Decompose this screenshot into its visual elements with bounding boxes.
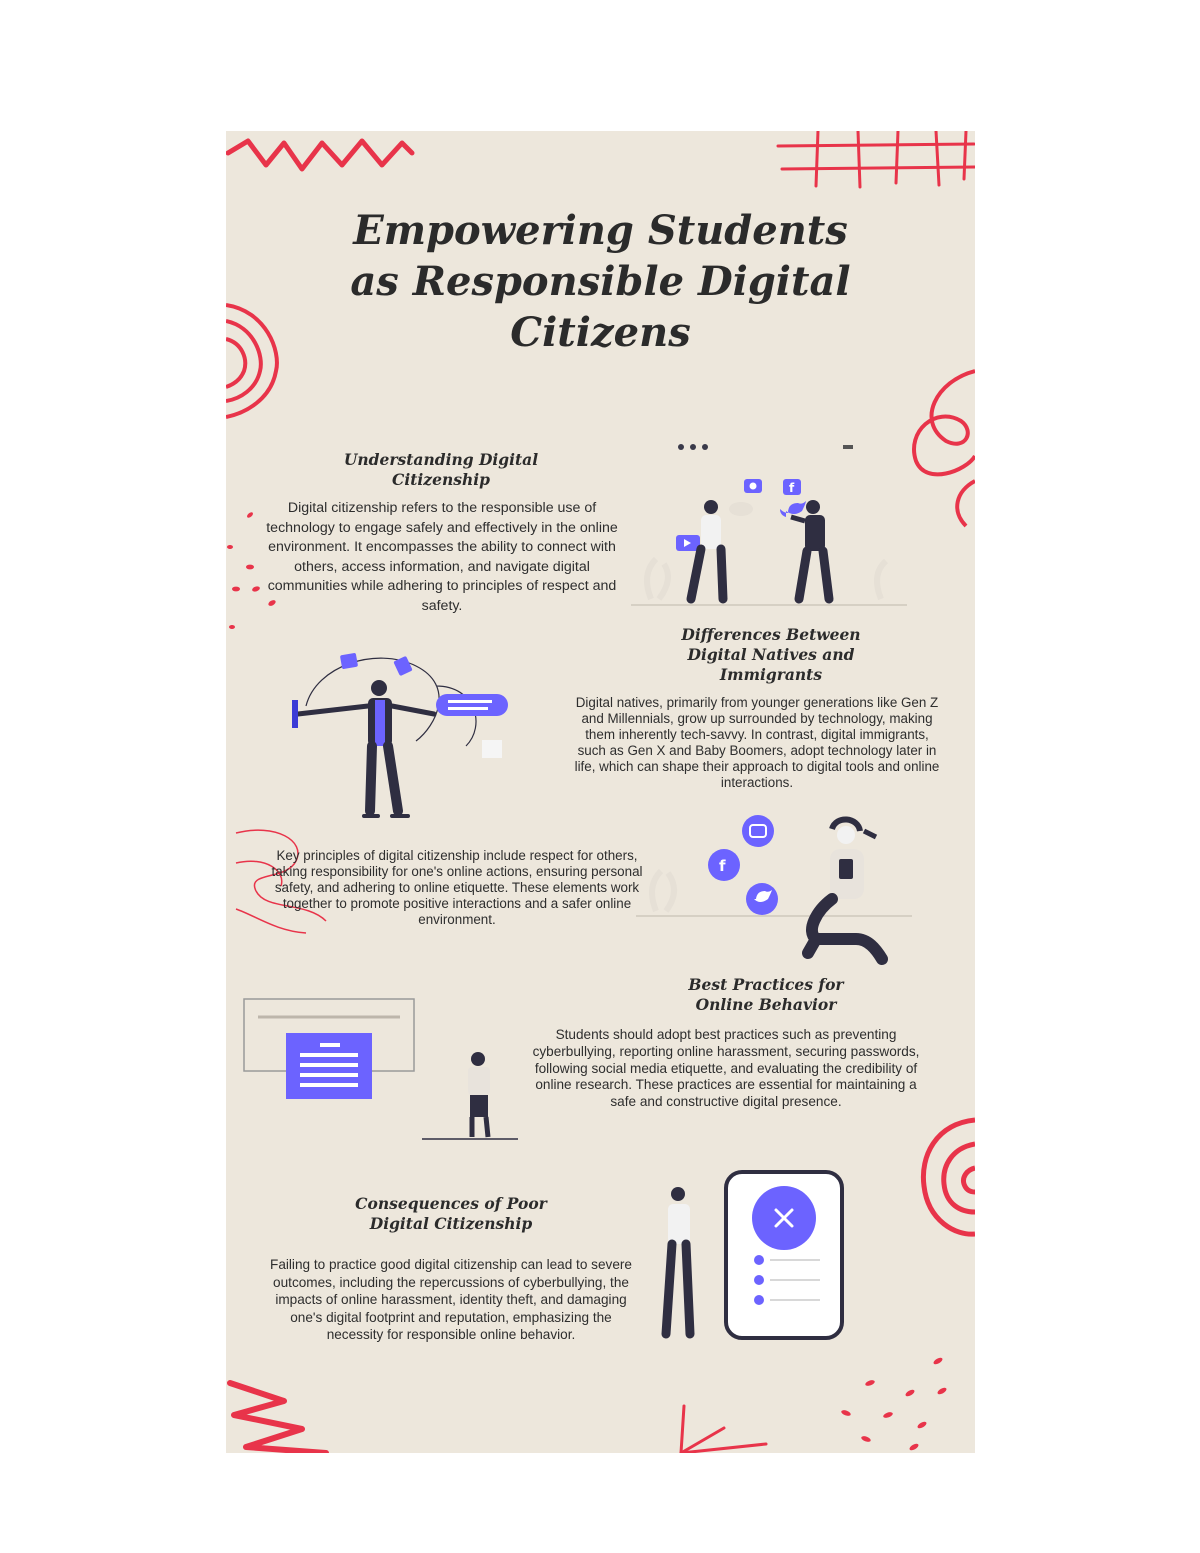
best-practices-heading bbox=[616, 975, 916, 1015]
understanding-heading bbox=[291, 450, 591, 490]
principles-body: Key principles of digital citizenship include respect for others, taking responsibility for one's online actions, ensuring personal safety, and adhering to online etiquette. These elements work together to promote positive interactions and a safer online environment. bbox=[271, 848, 643, 927]
grid-decoration bbox=[776, 131, 975, 191]
dashes-decoration bbox=[826, 1351, 956, 1451]
consequences-body: Failing to practice good digital citizenship can lead to severe outcomes, including the repercussions of cyberbullying, the impacts of online harassment, identity theft, and damaging one's digital footprint and reputation, emphasizing the necessity for responsible online behavior. bbox=[270, 1257, 632, 1343]
squiggle-decoration bbox=[906, 361, 975, 541]
page-title bbox=[226, 205, 975, 358]
title-line: Empowering Students bbox=[353, 207, 848, 254]
heading-line: Citizenship bbox=[392, 470, 490, 489]
scribble-decoration bbox=[226, 1371, 356, 1453]
heading-line: Best Practices for bbox=[688, 975, 844, 994]
consequences-heading bbox=[306, 1194, 596, 1234]
heading-line: Understanding Digital bbox=[343, 450, 539, 469]
camera-icon bbox=[742, 815, 774, 847]
differences-body: Digital natives, primarily from younger generations like Gen Z and Millennials, grow up surrounded by technology, making them inherently tech-savvy. In contrast, digital immigrants, such as Gen X and Baby Boomers, adopt technology later in life, which can shape their approach to digital tools and online interactions. bbox=[574, 695, 940, 790]
infographic-poster bbox=[226, 131, 975, 1453]
burst-decoration bbox=[666, 1396, 776, 1453]
document-icon bbox=[340, 653, 358, 670]
best-practices-body: Students should adopt best practices such as preventing cyberbullying, reporting online harassment, securing passwords, following social media etiquette, and evaluating the credibility of online research. These practices are essential for maintaining a safe and constructive digital presence. bbox=[532, 1027, 920, 1110]
social-icons-illustration bbox=[636, 821, 916, 971]
messaging-illustration bbox=[286, 646, 516, 826]
chat-bubble bbox=[436, 694, 508, 716]
heading-line: Digital Natives and bbox=[687, 645, 855, 664]
title-line: Citizens bbox=[510, 309, 691, 356]
heading-line: Consequences of Poor bbox=[355, 1194, 547, 1213]
differences-heading bbox=[621, 625, 921, 685]
zigzag-decoration bbox=[226, 131, 426, 181]
svg-text:f: f bbox=[789, 481, 795, 495]
title-line: as Responsible Digital bbox=[350, 258, 851, 305]
circles-decoration bbox=[916, 1116, 975, 1246]
window-dot bbox=[678, 444, 684, 450]
heading-line: Digital Citizenship bbox=[369, 1214, 533, 1233]
heading-line: Immigrants bbox=[719, 665, 823, 684]
heading-line: Differences Between bbox=[681, 625, 861, 644]
window-dot bbox=[702, 444, 708, 450]
phone-alert-illustration bbox=[656, 1166, 886, 1346]
twitter-icon bbox=[780, 501, 806, 517]
svg-text:f: f bbox=[719, 857, 726, 875]
understanding-body: Digital citizenship refers to the responsible use of technology to engage safely and effectively in the online environment. It encompasses the ability to connect with others, access information, and navigate digital communities while adhering to principles of respect and safety. bbox=[266, 500, 618, 614]
document-screen-illustration bbox=[242, 997, 522, 1145]
heading-line: Online Behavior bbox=[695, 995, 837, 1014]
social-sharing-illustration bbox=[631, 439, 911, 609]
window-dot bbox=[690, 444, 696, 450]
